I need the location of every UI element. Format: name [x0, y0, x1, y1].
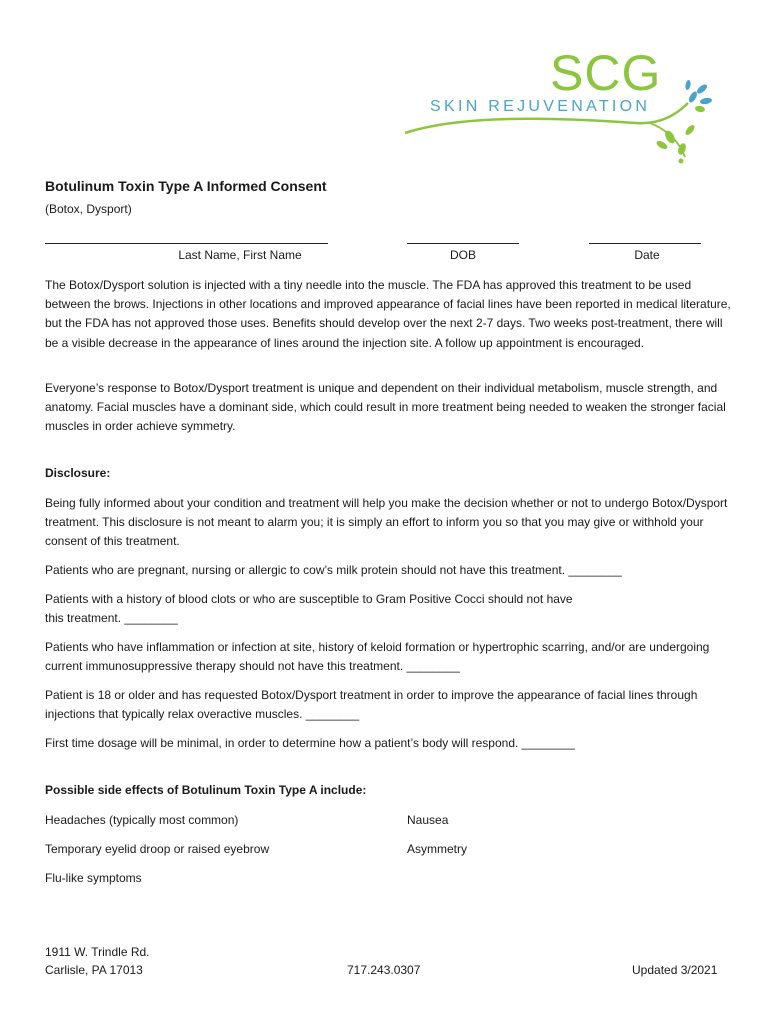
- disclosure-pregnant-item: Patients who are pregnant, nursing or allergic to cow’s milk protein should not have this treatment. ________: [45, 563, 622, 577]
- disclosure-heading: Disclosure:: [45, 466, 111, 480]
- side-effect-item: Asymmetry: [407, 842, 467, 856]
- intro-paragraph-2: Everyone’s response to Botox/Dysport treatment is unique and dependent on their individual metabolism, muscle strength, and anatomy. Facial muscles have a dominant side, which could result in more treatment being needed to weaken the stronger facial muscles in order achieve symmetry.: [45, 381, 726, 434]
- side-effect-item: Nausea: [407, 813, 449, 827]
- scg-logo: [400, 45, 730, 165]
- side-effect-item: Flu-like symptoms: [45, 871, 142, 885]
- disclosure-blood-clots-item: [45, 590, 735, 628]
- page-title: Botulinum Toxin Type A Informed Consent: [45, 178, 327, 194]
- disclosure-inflammation-item: Patients who have inflammation or infection at site, history of keloid formation or hypertrophic scarring, and/or are undergoing current immunosuppressive therapy should not have this treatment. ________: [45, 640, 710, 674]
- dob-signature-line[interactable]: [407, 243, 519, 244]
- side-effects-heading: Possible side effects of Botulinum Toxin Type A include:: [45, 783, 367, 797]
- date-field-label: Date: [634, 248, 660, 262]
- logo-tagline: SKIN REJUVENATION: [430, 98, 651, 115]
- disclosure-dosage-item: First time dosage will be minimal, in order to determine how a patient’s body will respond. ________: [45, 736, 576, 750]
- logo-brand-text: SCG: [550, 45, 662, 101]
- footer-phone: 717.243.0307: [347, 963, 421, 977]
- side-effect-item: Temporary eyelid droop or raised eyebrow: [45, 842, 270, 856]
- footer-updated-date: Updated 3/2021: [632, 963, 718, 977]
- name-signature-line[interactable]: [45, 243, 328, 244]
- side-effect-item: Headaches (typically most common): [45, 813, 239, 827]
- footer-address-line1: 1911 W. Trindle Rd.: [45, 945, 150, 959]
- disclosure-paragraph-1: Being fully informed about your condition and treatment will help you make the decision whether or not to undergo Botox/Dysport treatment. This disclosure is not meant to alarm you; it is simply an effort to inform you so that you may give or withhold your consent of this treatment.: [45, 496, 728, 549]
- disclosure-blood-clots-line1: Patients with a history of blood clots or who are susceptible to Gram Positive Cocci should not have: [45, 592, 573, 606]
- disclosure-age-item: Patient is 18 or older and has requested Botox/Dysport treatment in order to improve the appearance of facial lines through injections that typically relax overactive muscles. ________: [45, 688, 698, 722]
- footer-address-line2: Carlisle, PA 17013: [45, 963, 143, 977]
- page-subtitle: (Botox, Dysport): [45, 202, 132, 216]
- date-signature-line[interactable]: [589, 243, 701, 244]
- name-field-label: Last Name, First Name: [178, 248, 302, 262]
- disclosure-blood-clots-line2: this treatment. ________: [45, 611, 178, 626]
- dob-field-label: DOB: [449, 248, 476, 262]
- intro-paragraph-1: The Botox/Dysport solution is injected with a tiny needle into the muscle. The FDA has approved this treatment to be used between the brows. Injections in other locations and improved appearance of facial lines have been reported in medical literature, but the FDA has not approved those uses. Benefits should develop over the next 2-7 days. Two weeks post-treatment, there will be a visible decrease in the appearance of lines around the injection site. A follow up appointment is encouraged.: [45, 278, 731, 350]
